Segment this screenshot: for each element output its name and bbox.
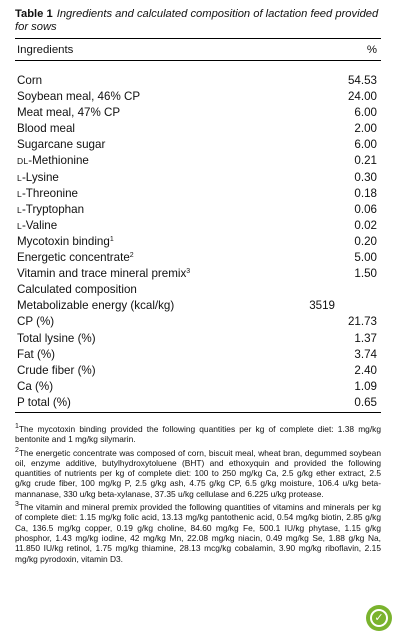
composition-value: 0.65 [354,395,377,409]
bottom-rule [15,412,381,413]
composition-value: 3519 [309,299,335,313]
composition-label: P total (%) [17,395,71,409]
ingredient-value: 0.21 [354,154,377,168]
ingredient-label: Meat meal, 47% CP [17,106,121,120]
ingredient-value: 0.20 [354,234,377,248]
header-percent: % [366,43,377,56]
table-row [15,105,381,121]
table-row [15,379,381,395]
table-row [15,153,381,169]
table-row [15,137,381,153]
ingredient-label: L-Valine [17,218,58,232]
table-number: Table 1 [15,8,53,20]
table-header [15,39,381,60]
ingredient-label: DL-Methionine [17,154,89,168]
table-row [15,121,381,137]
table-row [15,73,381,89]
ingredient-value: 6.00 [354,138,377,152]
open-access-icon: ✓ [366,605,392,631]
ingredient-value: 24.00 [347,90,377,104]
ingredient-value: 6.00 [354,106,377,120]
table-caption [15,8,381,33]
ingredient-label: Corn [17,74,43,87]
table-row [15,202,381,218]
ingredient-value: 0.18 [354,186,377,200]
footnote-2: $^2$The energetic concentrate was composed of corn, biscuit meal, wheat bran, degummed soybean oil, enzyme additive, butylhydroxytoluene (BHT) and ethoxyquin and provided the following quantities of nutrients per kg of complete diet: 100 to 250 mg/kg Ca, 2.5 g/kg ether extract, 2.5 g/kg crude fiber, 100 mg/kg P, 2.5 g/kg ash, 4.75 g/kg CP, 6.5 g/kg moisture, 106.4 u/kg beta-mannanase, 330 u/kg beta-xylanase, 37.35 u/kg cellulase and 6.225 u/kg protease. [15,446,381,499]
ingredient-value: 2.00 [354,122,377,136]
footnote-1: $^1$The mycotoxin binding provided the following quantities per kg of complete diet: 1.38 mg/kg bentonite and 1 mg/kg silymarin. [15,423,381,445]
ingredient-label: Blood meal [17,122,76,136]
ingredient-value: 0.02 [354,218,377,232]
table-row [15,395,381,411]
composition-label: Fat (%) [17,347,56,361]
header-ingredients: Ingredients [17,43,74,56]
table-row [15,363,381,379]
table-container [15,8,381,413]
footnote-3: $^3$The vitamin and mineral premix provided the following quantities of vitamins and minerals per kg of complete diet: 1.15 mg/kg folic acid, 13.13 mg/kg pantothenic acid, 0.54 mg/kg biotin, 2.85 g/kg Ca, 136.5 mg/kg copper, 0.19 g/kg choline, 84.60 mg/kg Fe, 500.1 IU/kg phytase, 1.15 g/kg phosphor, 1.43 mg/kg iodine, 42 mg/kg Mn, 22.08 mg/kg niacin, 0.49 mg/kg Se, 1.88 g/kg Na, 11.850 IU/kg retinol, 1.75 mg/kg thiamine, 28.13 mcg/kg cobalamin, 3.90 mg/kg riboflavin, 2.15 mg/kg pyrodoxin, vitamin D3. [15,501,381,564]
table-row [15,250,381,266]
header-rule [15,60,381,61]
composition-label: Ca (%) [17,379,54,393]
composition-value: 1.37 [354,331,377,345]
ingredient-value: 0.06 [354,202,377,216]
table-row [15,218,381,234]
calculated-heading-row [15,282,381,298]
composition-value: 3.74 [354,347,377,361]
ingredient-value: 0.30 [354,170,377,184]
table-body [15,73,381,411]
ingredient-value: 54.53 [347,74,377,87]
ingredient-label: Vitamin and trace mineral premix$^3$ [17,267,191,281]
calculated-heading: Calculated composition [17,283,137,297]
composition-value: 2.40 [354,363,377,377]
table-row [15,234,381,250]
table-row [15,314,381,330]
table-row [15,347,381,363]
ingredient-label: Soybean meal, 46% CP [17,90,141,104]
ingredient-label: Mycotoxin binding$^1$ [17,234,114,248]
footnotes [15,424,381,567]
ingredient-label: L-Threonine [17,186,79,200]
ingredient-label: L-Lysine [17,170,59,184]
table-row [15,298,381,314]
ingredient-value: 5.00 [354,251,377,265]
table-row [15,170,381,186]
table-row [15,331,381,347]
composition-label: Crude fiber (%) [17,363,96,377]
ingredient-label: Energetic concentrate$^2$ [17,251,134,265]
ingredient-label: L-Tryptophan [17,202,85,216]
composition-value: 1.09 [354,379,377,393]
table-row [15,89,381,105]
table-row [15,266,381,282]
composition-label: Metabolizable energy (kcal/kg) [17,299,175,313]
table-title: Ingredients and calculated composition of lactation feed provided for sows [15,8,379,33]
ingredient-label: Sugarcane sugar [17,138,106,152]
composition-label: CP (%) [17,315,55,329]
table-row [15,186,381,202]
composition-label: Total lysine (%) [17,331,96,345]
composition-value: 21.73 [347,315,377,329]
ingredient-value: 1.50 [354,267,377,281]
